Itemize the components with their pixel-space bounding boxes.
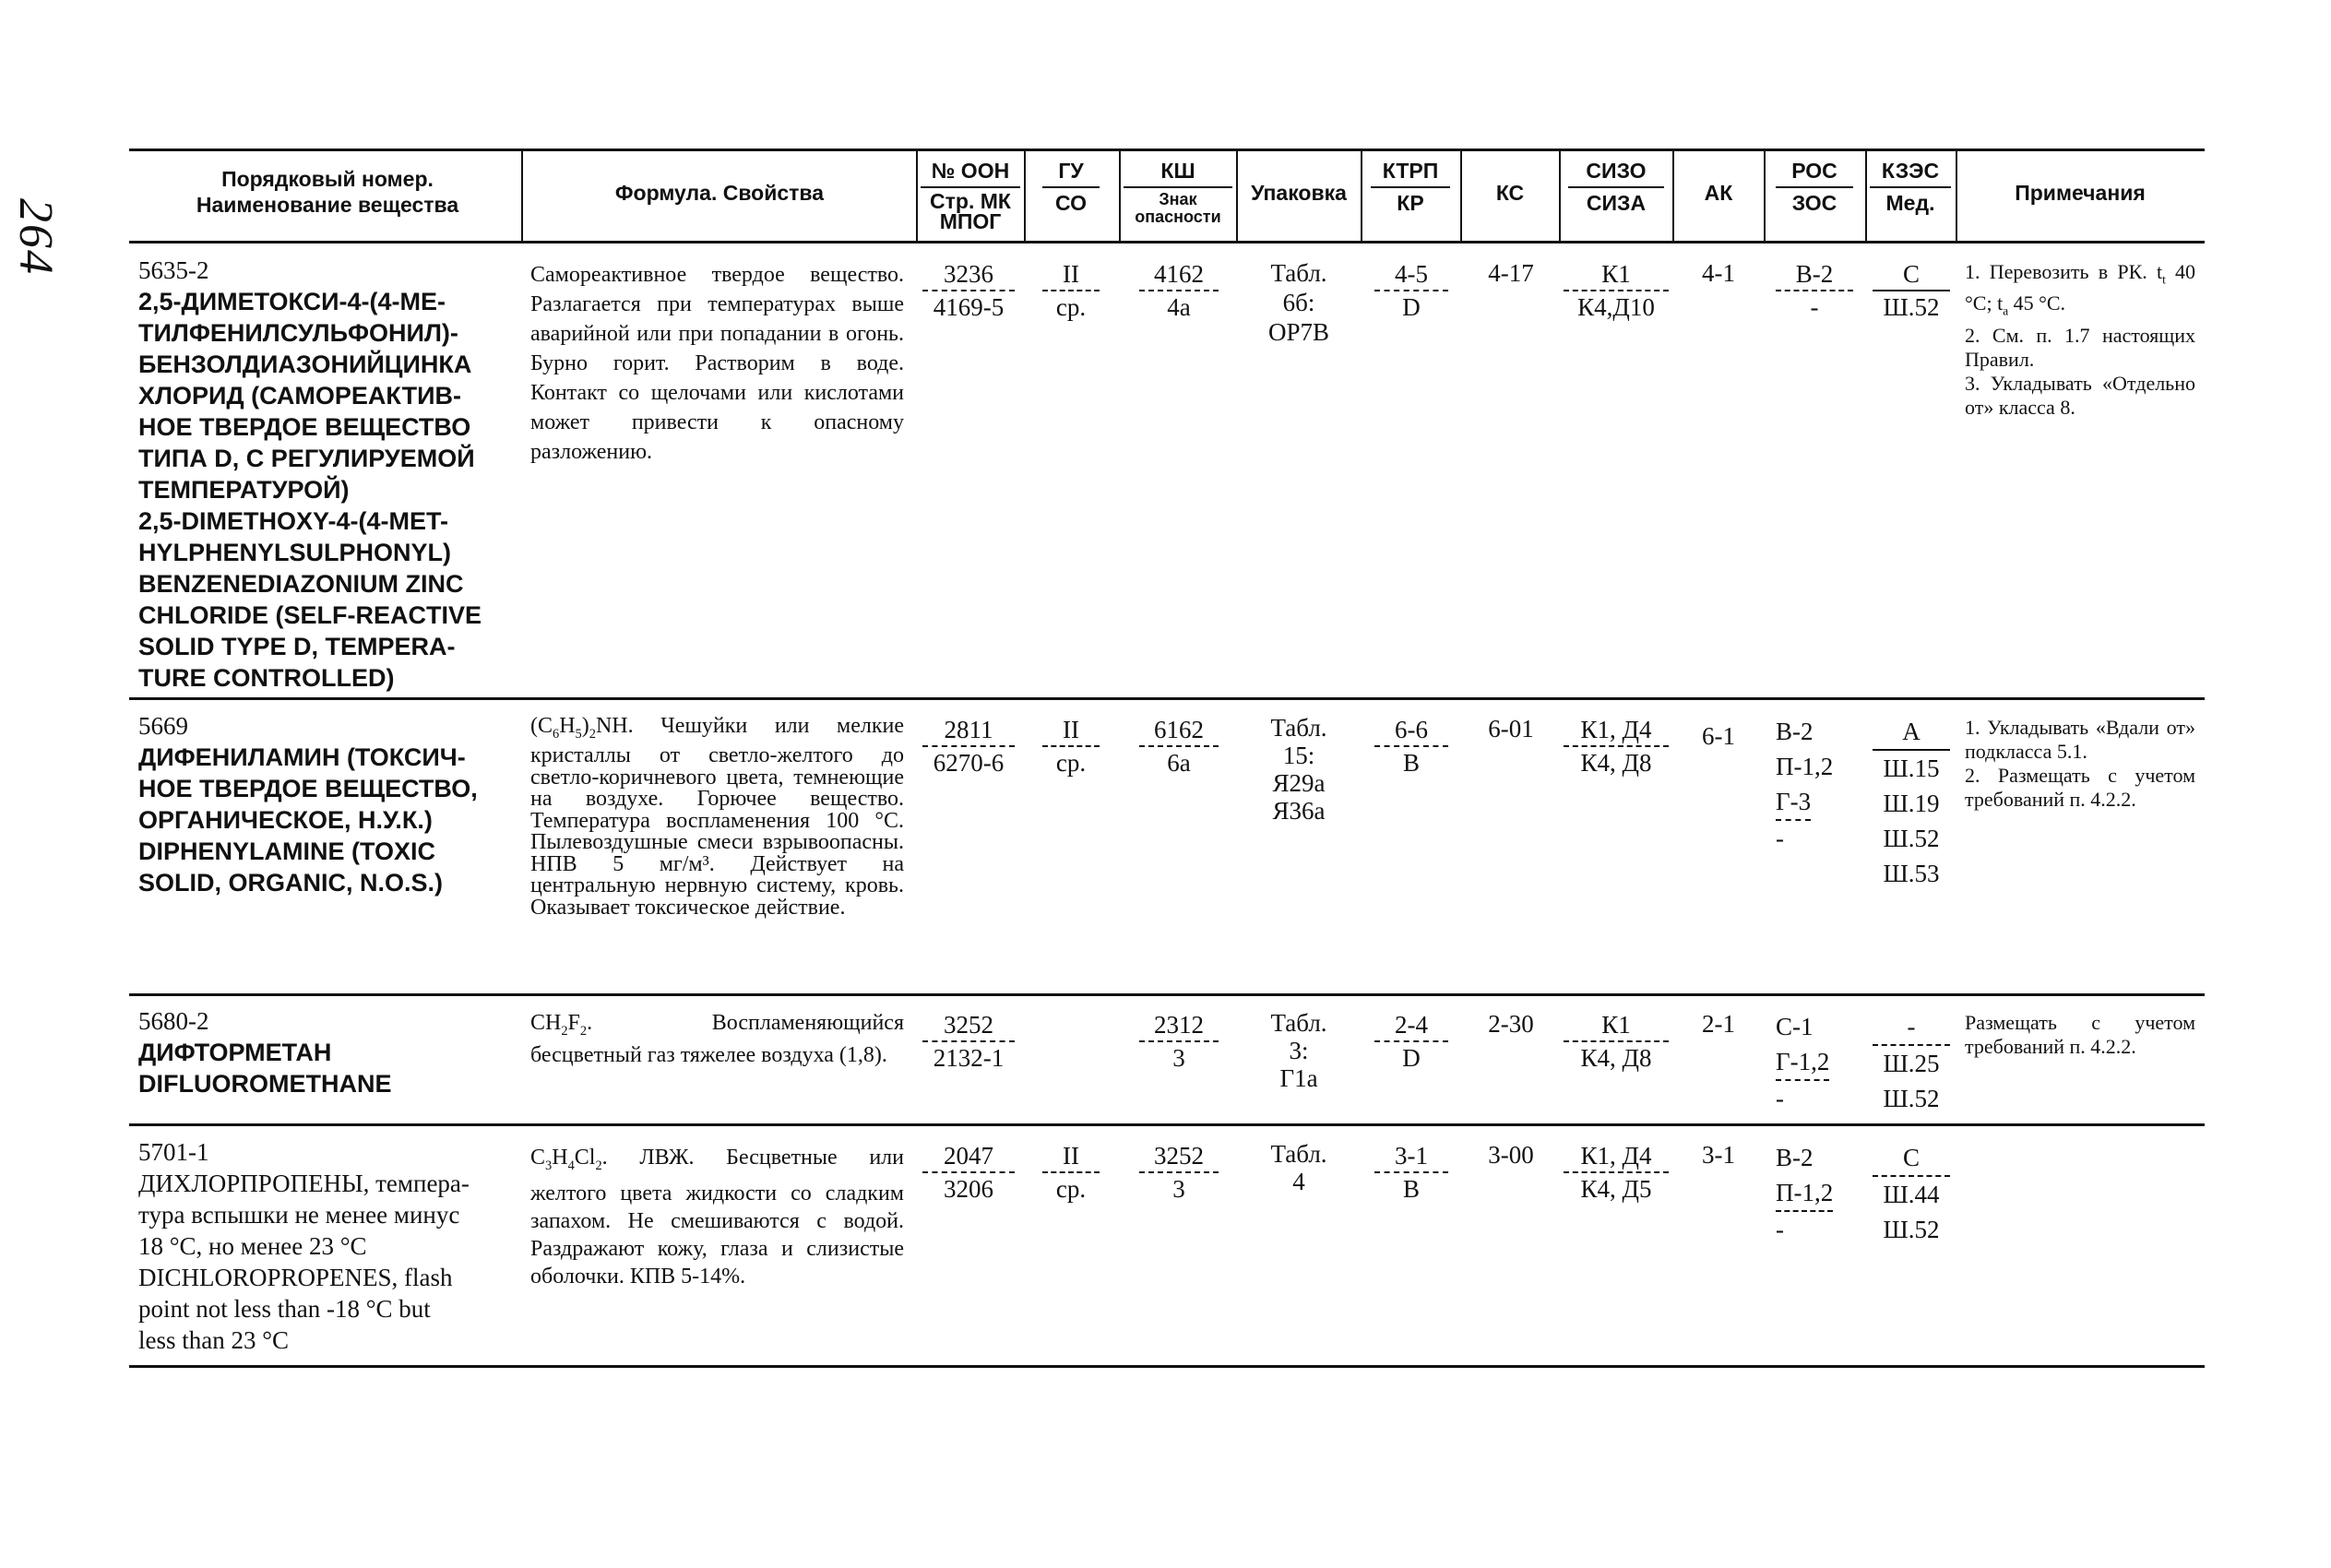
name-line: DIPHENYLAMINE (TOXIC <box>138 837 436 865</box>
name-line: БЕНЗОЛДИАЗОНИЙЦИНКА <box>138 350 472 378</box>
ks-value: 2-30 <box>1488 1010 1534 1038</box>
name-line: ДИХЛОРПРОПЕНЫ, темпера- <box>138 1170 470 1197</box>
ak-value: 3-1 <box>1702 1141 1735 1169</box>
note-line: 2. См. п. 1.7 настоящих Правил. <box>1965 323 2195 371</box>
name-line: 2,5-DIMETHOXY-4-(4-MET- <box>138 507 449 535</box>
row-separator <box>129 1123 2205 1126</box>
co-value: ср. <box>1055 1175 1087 1203</box>
header-ktrp-top: КТРП <box>1371 159 1450 188</box>
header-divider <box>1672 150 1674 243</box>
ros-line: В-2 <box>1776 718 1814 745</box>
ktrp-top: 4-5 <box>1374 258 1448 291</box>
row-separator <box>129 697 2205 700</box>
header-bottom-rule <box>129 241 2205 244</box>
kzes-line: Ш.52 <box>1883 825 1940 852</box>
name-line: ТИЛФЕНИЛСУЛЬФОНИЛ)- <box>138 319 458 347</box>
packing-line: OP7B <box>1267 318 1330 346</box>
ak-value: 4-1 <box>1702 259 1735 287</box>
header-divider <box>1865 150 1867 243</box>
sign-value: 3 <box>1172 1044 1185 1072</box>
note-line: 3. Укладывать «Отдельно от» класса 8. <box>1965 371 2195 419</box>
header-name-line: Порядковый номер. <box>221 167 434 191</box>
header-divider <box>1764 150 1766 243</box>
un-number <box>922 714 1015 778</box>
sizo-value <box>1564 714 1669 778</box>
mk-value: 3206 <box>944 1175 993 1203</box>
header-ksh-bottom: Знак <box>1159 190 1197 208</box>
kzes-line: Ш.44 <box>1883 1181 1940 1208</box>
name-line: DICHLOROPROPENES, flash <box>138 1264 453 1291</box>
un-value: 3252 <box>922 1009 1015 1042</box>
name-line: TURE CONTROLLED) <box>138 664 395 692</box>
packing-line: Табл. <box>1270 1140 1327 1168</box>
packing <box>1241 1140 1357 1195</box>
ksh-value <box>1139 714 1219 778</box>
sizo-top: К1, Д4 <box>1564 1140 1669 1173</box>
header-divider <box>521 150 523 243</box>
header-un-top: № ООН <box>921 159 1020 188</box>
sizo-top: К1, Д4 <box>1564 714 1669 747</box>
ksh-value <box>1139 258 1219 323</box>
substance-properties <box>530 1144 904 1290</box>
ak-value: 2-1 <box>1702 1010 1735 1038</box>
ksh-value <box>1139 1009 1219 1074</box>
name-line: ТИПА D, С РЕГУЛИРУЕМОЙ <box>138 445 475 472</box>
name-line: тура вспышки не менее минус <box>138 1201 460 1229</box>
substance-properties <box>530 716 904 919</box>
kzes-line: Ш.52 <box>1883 293 1940 321</box>
ksh-top: 2312 <box>1139 1009 1219 1042</box>
header-ros <box>1776 159 1853 216</box>
packing-line: 3: <box>1289 1037 1309 1064</box>
un-number <box>922 1140 1015 1205</box>
un-value: 3236 <box>922 258 1015 291</box>
ros-line: Г-3 <box>1776 784 1811 821</box>
note-line: 1. Перевозить в РК. $t_t$ 40 °С; $t_a$ 45 °С. <box>1965 260 2195 318</box>
header-un-bottom: Стр. МК <box>930 189 1011 213</box>
name-line: ДИФЕНИЛАМИН (ТОКСИЧ- <box>138 743 466 771</box>
header-kzes <box>1870 159 1951 216</box>
ksh-top: 4162 <box>1139 258 1219 291</box>
mk-value: 6270-6 <box>933 749 1005 777</box>
ktrp-value <box>1374 714 1448 778</box>
note-line: Размещать с учетом требований п. 4.2.2. <box>1965 1011 2195 1058</box>
ksh-top: 3252 <box>1139 1140 1219 1173</box>
notes <box>1965 260 2195 420</box>
name-line: ОРГАНИЧЕСКОЕ, Н.У.К.) <box>138 806 433 834</box>
kzes-value <box>1873 1009 1950 1116</box>
header-divider <box>916 150 918 243</box>
header-divider <box>1119 150 1121 243</box>
header-kzes-top: КЗЭС <box>1870 159 1951 188</box>
name-line: 2,5-ДИМЕТОКСИ-4-(4-МЕ- <box>138 288 446 315</box>
header-divider <box>1460 150 1462 243</box>
packing-line: Я29а <box>1272 769 1326 797</box>
ks-value: 3-00 <box>1488 1141 1534 1169</box>
substance-properties: Самореактивное твердое вещество. Разлагается при температурах выше аварийной или при попадании в огонь. Бурно горит. Растворим в воде. Контакт со щелочами или кислотами может привести к опасному разложению. <box>530 263 904 464</box>
ros-line: С-1 <box>1776 1013 1814 1040</box>
kzes-value <box>1873 714 1950 891</box>
table-bottom-rule <box>129 1365 2205 1368</box>
packing <box>1241 714 1357 825</box>
properties-text: ЛВЖ. Бесцветные или желтого цвета жидкости со сладким запахом. Не смешиваются с водой. Раздражают кожу, глаза и слизистые оболочки. КПВ 5-14%. <box>530 1146 904 1289</box>
ros-line: П-1,2 <box>1776 753 1834 780</box>
chemical-formula: $CH_2F_2$. <box>530 1011 593 1039</box>
header-sizo-top: СИЗО <box>1568 159 1664 188</box>
header-kzes-bottom: Мед. <box>1885 191 1935 215</box>
kzes-line: Ш.52 <box>1883 1216 1940 1243</box>
header-ros-top: РОС <box>1776 159 1853 188</box>
header-name-line: Наименование вещества <box>196 193 459 217</box>
ros-value <box>1776 1009 1853 1116</box>
sizo-value <box>1564 1140 1669 1205</box>
ksh-top: 6162 <box>1139 714 1219 747</box>
header-notes: Примечания <box>2015 181 2146 205</box>
header-un-bottom: МПОГ <box>939 209 1002 233</box>
substance-name <box>138 1005 517 1099</box>
kr-value: В <box>1402 1175 1420 1203</box>
gu-top: II <box>1042 1140 1100 1173</box>
header-top-rule <box>129 148 2205 151</box>
substance-number: 5635-2 <box>138 256 209 284</box>
header-packing: Упаковка <box>1251 181 1347 205</box>
header-divider <box>1361 150 1362 243</box>
packing-line: 6б: <box>1282 289 1315 316</box>
properties-text: Чешуйки или мелкие кристаллы от светло-желтого до светло-коричневого цвета, темнеющие на воздухе. Горючее вещество. Температура воспламенения 100 °С. Пылевоздушные смеси взрывоопасны. НПВ 5 мг/м³. Действует на центральную нервную систему, кровь. Оказывает токсическое действие. <box>530 714 905 920</box>
ktrp-value <box>1374 258 1448 323</box>
note-line: 2. Размещать с учетом требований п. 4.2.2. <box>1965 764 2195 811</box>
ktrp-top: 6-6 <box>1374 714 1448 747</box>
chemical-formula: $(C_6H_5)_2NH$. <box>530 714 634 742</box>
gu-top: II <box>1042 258 1100 291</box>
name-line: SOLID, ORGANIC, N.O.S.) <box>138 869 444 897</box>
header-ktrp-bottom: КР <box>1397 191 1424 215</box>
gu-top: II <box>1042 714 1100 747</box>
name-line: ТЕМПЕРАТУРОЙ) <box>138 476 350 504</box>
packing-line: Табл. <box>1270 259 1327 287</box>
packing-line: 4 <box>1292 1168 1305 1195</box>
header-gu-bottom: СО <box>1055 191 1087 215</box>
siza-value: К4, Д8 <box>1580 749 1652 777</box>
header-sizo <box>1568 159 1664 216</box>
un-number <box>922 258 1015 323</box>
name-line: BENZENEDIAZONIUM ZINC <box>138 570 464 598</box>
header-ks: КС <box>1495 181 1525 205</box>
ros-line: - <box>1776 1085 1784 1112</box>
ros-line: Г-1,2 <box>1776 1044 1829 1081</box>
mk-value: 4169-5 <box>933 293 1005 321</box>
gu-value <box>1042 714 1100 778</box>
ktrp-value <box>1374 1140 1448 1205</box>
name-line: DIFLUOROMETHANE <box>138 1070 392 1098</box>
kr-value: В <box>1402 749 1420 777</box>
substance-number: 5680-2 <box>138 1007 209 1035</box>
ros-line: - <box>1776 825 1784 852</box>
name-line: ДИФТОРМЕТАН <box>138 1039 332 1066</box>
kr-value: D <box>1402 1044 1421 1072</box>
kzes-line: А <box>1873 714 1950 751</box>
packing <box>1241 258 1357 347</box>
substance-number: 5669 <box>138 712 188 740</box>
substance-number: 5701-1 <box>138 1138 209 1166</box>
sizo-top: К1 <box>1564 258 1669 291</box>
notes <box>1965 716 2195 812</box>
properties-text: Воспламеняющийся бесцветный газ тяжелее воздуха (1,8). <box>530 1011 904 1067</box>
ks-value: 6-01 <box>1488 715 1534 742</box>
kzes-line: С <box>1873 258 1950 291</box>
un-value: 2811 <box>922 714 1015 747</box>
header-ksh-bottom: опасности <box>1135 208 1221 226</box>
kr-value: D <box>1402 293 1421 321</box>
packing-line: Табл. <box>1270 1009 1327 1037</box>
header-ksh <box>1124 159 1232 226</box>
header-un <box>921 159 1020 232</box>
name-line: less than 23 °C <box>138 1326 290 1354</box>
name-line: ХЛОРИД (САМОРЕАКТИВ- <box>138 382 461 410</box>
ks-value: 4-17 <box>1488 259 1534 287</box>
co-value: ср. <box>1055 749 1087 777</box>
ros-line: - <box>1776 1216 1784 1243</box>
kzes-line: Ш.15 <box>1883 754 1940 782</box>
substance-properties <box>530 1011 904 1067</box>
row-separator <box>129 993 2205 996</box>
un-value: 2047 <box>922 1140 1015 1173</box>
header-sizo-bottom: СИЗА <box>1586 191 1647 215</box>
ak-value: 6-1 <box>1702 722 1735 750</box>
packing <box>1241 1009 1357 1092</box>
sizo-value <box>1564 1009 1669 1074</box>
ktrp-top: 2-4 <box>1374 1009 1448 1042</box>
kzes-value <box>1873 258 1950 323</box>
header-divider <box>1559 150 1561 243</box>
packing-line: Табл. <box>1270 714 1327 742</box>
siza-value: К4,Д10 <box>1577 293 1655 321</box>
name-line: point not less than -18 °C but <box>138 1295 431 1323</box>
mk-value: 2132-1 <box>933 1044 1005 1072</box>
substance-name <box>138 1136 517 1356</box>
packing-line: Г1а <box>1279 1064 1318 1092</box>
name-line: НОЕ ТВЕРДОЕ ВЕЩЕСТВО, <box>138 775 478 802</box>
kzes-line: Ш.25 <box>1883 1050 1940 1077</box>
gu-value <box>1042 1140 1100 1205</box>
header-name <box>157 166 498 218</box>
sizo-top: К1 <box>1564 1009 1669 1042</box>
kzes-line: Ш.52 <box>1883 1085 1940 1112</box>
name-line: SOLID TYPE D, TEMPERA- <box>138 633 456 660</box>
page-number: 264 <box>9 198 62 276</box>
ros-line: В-2 <box>1776 258 1853 291</box>
header-ak: АК <box>1704 181 1733 205</box>
header-ktrp <box>1371 159 1450 216</box>
kzes-value <box>1873 1140 1950 1247</box>
header-formula: Формула. Свойства <box>614 181 825 205</box>
siza-value: К4, Д8 <box>1580 1044 1652 1072</box>
un-number <box>922 1009 1015 1074</box>
header-divider <box>1236 150 1238 243</box>
ros-value <box>1776 714 1853 856</box>
ksh-value <box>1139 1140 1219 1205</box>
name-line: CHLORIDE (SELF-REACTIVE <box>138 601 482 629</box>
packing-line: 15: <box>1282 742 1315 769</box>
chemical-formula: $C_3H_4Cl_2$. <box>530 1146 608 1173</box>
ros-line: В-2 <box>1776 1144 1814 1171</box>
kzes-line: Ш.19 <box>1883 790 1940 817</box>
substance-name <box>138 710 517 898</box>
notes <box>1965 1011 2195 1059</box>
sign-value: 6а <box>1167 749 1191 777</box>
gu-value <box>1042 258 1100 323</box>
ktrp-value <box>1374 1009 1448 1074</box>
siza-value: К4, Д5 <box>1580 1175 1652 1203</box>
name-line: 18 °С, но менее 23 °С <box>138 1232 367 1260</box>
packing-line: Я36а <box>1272 797 1326 825</box>
header-gu <box>1042 159 1100 216</box>
header-divider <box>1024 150 1026 243</box>
ros-value <box>1776 258 1853 323</box>
ktrp-top: 3-1 <box>1374 1140 1448 1173</box>
ros-line: П-1,2 <box>1776 1175 1833 1212</box>
substance-name <box>138 255 517 694</box>
header-gu-top: ГУ <box>1042 159 1100 188</box>
name-line: НОЕ ТВЕРДОЕ ВЕЩЕСТВО <box>138 413 471 441</box>
sign-value: 4а <box>1167 293 1191 321</box>
ros-value <box>1776 1140 1853 1247</box>
ros-line: - <box>1810 293 1819 321</box>
co-value: ср. <box>1055 293 1087 321</box>
kzes-line: С <box>1873 1140 1950 1177</box>
header-divider <box>1956 150 1957 243</box>
note-line: 1. Укладывать «Вдали от» подкласса 5.1. <box>1965 716 2195 763</box>
kzes-line: Ш.53 <box>1883 860 1940 887</box>
kzes-line: - <box>1873 1009 1950 1046</box>
name-line: HYLPHENYLSULPHONYL) <box>138 539 452 566</box>
header-ksh-top: КШ <box>1124 159 1232 188</box>
sizo-value <box>1564 258 1669 323</box>
sign-value: 3 <box>1172 1175 1185 1203</box>
header-ros-bottom: ЗОС <box>1791 191 1837 215</box>
